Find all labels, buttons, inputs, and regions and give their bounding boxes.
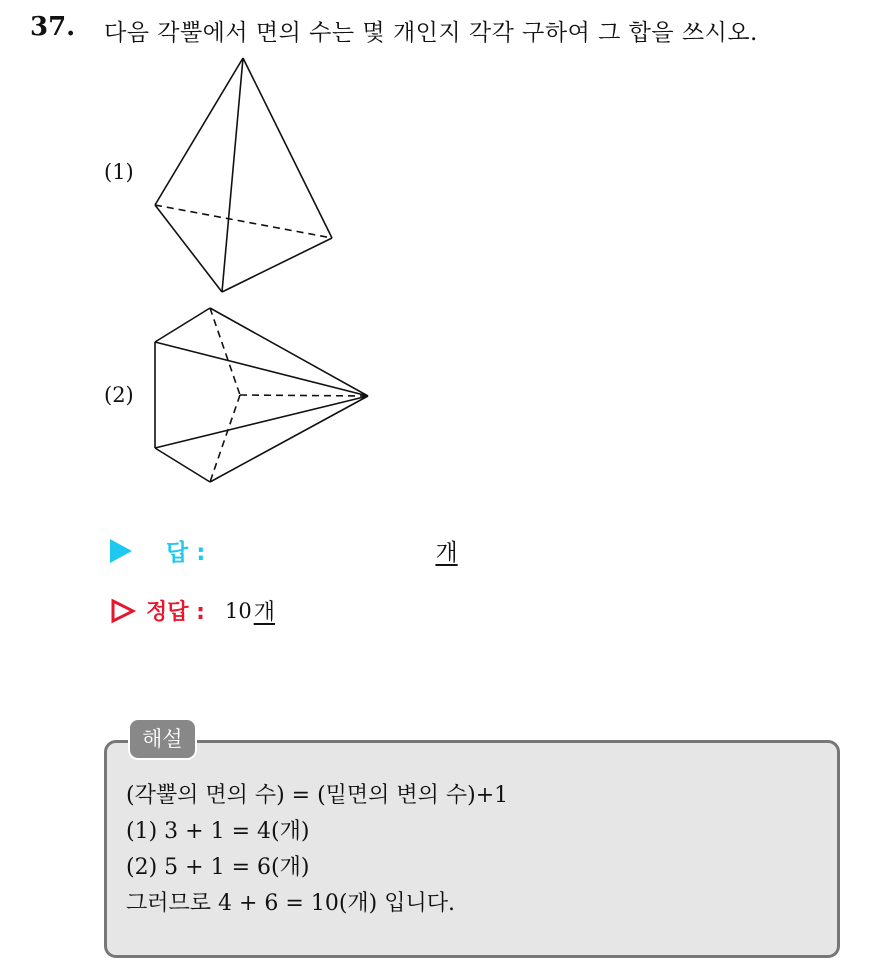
question-number: 37. — [30, 12, 76, 42]
answer-label: 답 : — [166, 540, 206, 566]
explanation-line: (각뿔의 면의 수) = (밑면의 변의 수)+1 — [126, 783, 509, 808]
correct-unit: 개 — [253, 600, 275, 625]
explanation-tab: 해설 — [128, 718, 197, 760]
correct-row — [110, 595, 275, 626]
triangular-pyramid — [155, 58, 332, 292]
play-arrow-icon — [110, 539, 132, 563]
explanation-text — [126, 778, 508, 922]
correct-label: 정답 : — [146, 600, 205, 625]
explanation-line: (1) 3 + 1 = 4(개) — [126, 819, 310, 844]
figure-2-label: (2) — [104, 383, 134, 407]
answer-row — [110, 534, 458, 567]
question-text: 다음 각뿔에서 면의 수는 몇 개인지 각각 구하여 그 합을 쓰시오. — [104, 20, 758, 46]
correct-value: 10 — [224, 598, 252, 623]
answer-unit: 개 — [435, 540, 458, 566]
figure-1-label: (1) — [104, 160, 134, 184]
explanation-line: 그러므로 4 + 6 = 10(개) 입니다. — [126, 891, 455, 916]
explanation-line: (2) 5 + 1 = 6(개) — [126, 855, 310, 880]
pentagonal-pyramid — [155, 308, 368, 482]
outline-arrow-icon — [110, 598, 136, 624]
